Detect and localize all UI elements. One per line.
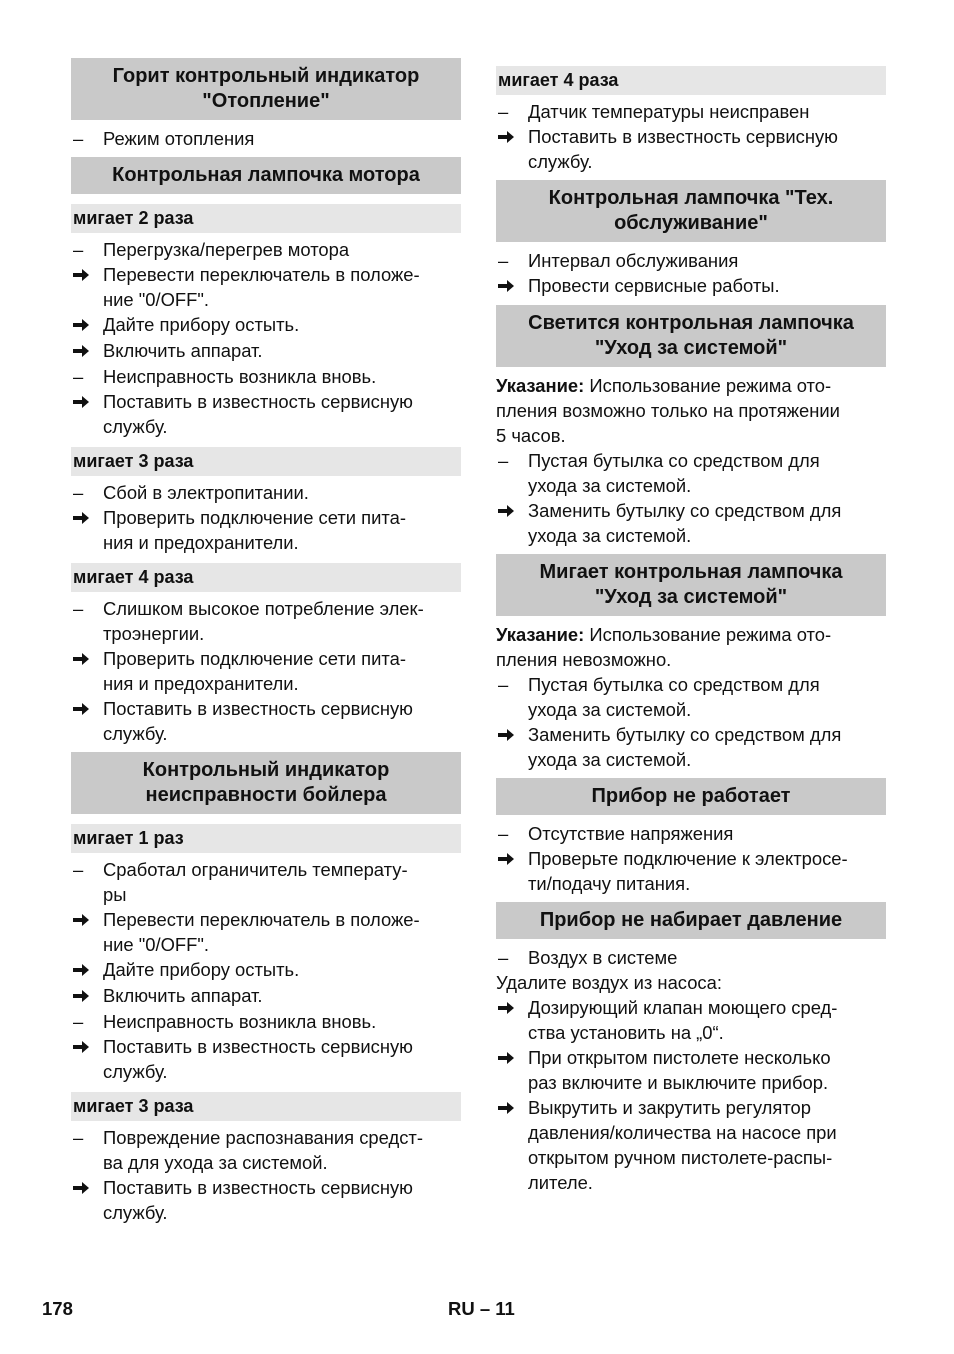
arrow-right-icon [496, 846, 528, 896]
arrow-right-icon [496, 722, 528, 772]
dash-marker: – [498, 674, 509, 695]
item-text: Дозирующий клапан моющего сред- ства установить на „0“. [528, 997, 838, 1043]
arrow-right-icon [496, 1095, 528, 1195]
dash-marker: – [73, 366, 84, 387]
left-column [71, 58, 461, 1225]
arrow-right-icon [71, 389, 103, 439]
item-text: Слишком высокое потребление элек- троэнергии. [103, 598, 424, 644]
section-heading: Горит контрольный индикатор "Отопление" [71, 58, 461, 120]
item-text: Поставить в известность сервисную службу. [103, 391, 413, 437]
action-item [496, 124, 886, 174]
action-item [71, 389, 461, 439]
item-text: Режим отопления [103, 128, 255, 149]
cause-item [71, 126, 461, 151]
item-text: Неисправность возникла вновь. [103, 1011, 377, 1032]
item-text: Сбой в электропитании. [103, 482, 309, 503]
cause-item [496, 821, 886, 846]
arrow-right-icon [71, 907, 103, 957]
item-text: Поставить в известность сервисную службу. [103, 1036, 413, 1082]
arrow-right-icon [71, 696, 103, 746]
section-heading: Светится контрольная лампочка "Уход за системой" [496, 305, 886, 367]
section-heading: Контрольная лампочка мотора [71, 157, 461, 194]
action-item [71, 907, 461, 957]
subsection-heading: мигает 4 раза [71, 563, 461, 592]
arrow-right-icon [71, 312, 103, 338]
action-item [71, 1175, 461, 1225]
action-item [71, 646, 461, 696]
arrow-right-icon [71, 1034, 103, 1084]
dash-marker: – [73, 1127, 84, 1148]
action-item [496, 1095, 886, 1195]
arrow-right-icon [496, 1045, 528, 1095]
arrow-right-icon [496, 124, 528, 174]
right-column [496, 58, 886, 1195]
item-text: Датчик температуры неисправен [528, 101, 810, 122]
item-text: Отсутствие напряжения [528, 823, 734, 844]
arrow-right-icon [71, 957, 103, 983]
arrow-right-icon [71, 1175, 103, 1225]
note-text: Использование режима ото- пления возможно только на протяжении 5 часов. [496, 375, 840, 446]
item-text: Выкрутить и закрутить регулятор давления/количества на насосе при открытом ручном пистолете-распы- лителе. [528, 1097, 837, 1193]
subsection-heading: мигает 1 раз [71, 824, 461, 853]
note-paragraph [496, 622, 886, 672]
note-label: Указание: [496, 375, 585, 396]
item-text: Включить аппарат. [103, 340, 263, 361]
action-item [496, 1045, 886, 1095]
item-text: Перегрузка/перегрев мотора [103, 239, 350, 260]
arrow-right-icon [71, 983, 103, 1009]
item-text: Проверьте подключение к электросе- ти/подачу питания. [528, 848, 848, 894]
arrow-right-icon [71, 505, 103, 555]
page-number: 178 [42, 1298, 73, 1319]
section-heading: Прибор не набирает давление [496, 902, 886, 939]
action-item [496, 846, 886, 896]
action-item [496, 498, 886, 548]
cause-item [496, 448, 886, 498]
dash-marker: – [73, 128, 84, 149]
item-text: Перевести переключатель в положе- ние "0/OFF". [103, 264, 420, 310]
arrow-right-icon [71, 262, 103, 312]
action-item [496, 995, 886, 1045]
note-paragraph [496, 373, 886, 448]
arrow-right-icon [71, 338, 103, 364]
item-text: Неисправность возникла вновь. [103, 366, 377, 387]
item-text: Сработал ограничитель температу- ры [103, 859, 408, 905]
subsection-heading: мигает 3 раза [71, 447, 461, 476]
item-text: Интервал обслуживания [528, 250, 739, 271]
cause-item [496, 99, 886, 124]
item-text: Перевести переключатель в положе- ние "0/OFF". [103, 909, 420, 955]
item-text: При открытом пистолете несколько раз включите и выключите прибор. [528, 1047, 831, 1093]
dash-marker: – [498, 250, 509, 271]
item-text: Проверить подключение сети пита- ния и предохранители. [103, 648, 406, 694]
action-item [71, 338, 461, 364]
item-text: Проверить подключение сети пита- ния и предохранители. [103, 507, 406, 553]
action-item [71, 505, 461, 555]
item-text: Воздух в системе [528, 947, 678, 968]
page-section-label: RU – 11 [448, 1298, 515, 1319]
subsection-heading: мигает 3 раза [71, 1092, 461, 1121]
cause-item [71, 364, 461, 389]
section-heading: Контрольный индикатор неисправности бойлера [71, 752, 461, 814]
dash-marker: – [498, 823, 509, 844]
dash-marker: – [498, 101, 509, 122]
dash-marker: – [73, 1011, 84, 1032]
cause-item [71, 237, 461, 262]
arrow-right-icon [71, 646, 103, 696]
item-text: Дайте прибору остыть. [103, 314, 300, 335]
note-text: Использование режима ото- пления невозможно. [496, 624, 832, 670]
action-item [496, 273, 886, 299]
dash-marker: – [73, 859, 84, 880]
section-heading: Контрольная лампочка "Тех. обслуживание" [496, 180, 886, 242]
cause-item [71, 596, 461, 646]
item-text: Пустая бутылка со средством для ухода за системой. [528, 674, 820, 720]
subsection-heading: мигает 4 раза [496, 66, 886, 95]
note-label: Указание: [496, 624, 585, 645]
cause-item [496, 672, 886, 722]
action-item [71, 957, 461, 983]
cause-item [71, 1125, 461, 1175]
cause-item [71, 480, 461, 505]
subsection-heading: мигает 2 раза [71, 204, 461, 233]
action-item [71, 312, 461, 338]
action-item [71, 696, 461, 746]
dash-marker: – [73, 482, 84, 503]
arrow-right-icon [496, 273, 528, 299]
item-text: Включить аппарат. [103, 985, 263, 1006]
cause-item [496, 248, 886, 273]
arrow-right-icon [496, 498, 528, 548]
item-text: Поставить в известность сервисную службу. [103, 1177, 413, 1223]
item-text: Пустая бутылка со средством для ухода за системой. [528, 450, 820, 496]
section-heading: Мигает контрольная лампочка "Уход за системой" [496, 554, 886, 616]
item-text: Дайте прибору остыть. [103, 959, 300, 980]
item-text: Заменить бутылку со средством для ухода за системой. [528, 724, 842, 770]
dash-marker: – [73, 239, 84, 260]
action-item [71, 1034, 461, 1084]
item-text: Провести сервисные работы. [528, 275, 780, 296]
dash-marker: – [498, 947, 509, 968]
dash-marker: – [498, 450, 509, 471]
section-heading: Прибор не работает [496, 778, 886, 815]
cause-item [71, 857, 461, 907]
action-item [71, 262, 461, 312]
arrow-right-icon [496, 995, 528, 1045]
instruction-paragraph: Удалите воздух из насоса: [496, 972, 722, 993]
item-text: Повреждение распознавания средст- ва для ухода за системой. [103, 1127, 423, 1173]
cause-item [71, 1009, 461, 1034]
item-text: Поставить в известность сервисную службу. [103, 698, 413, 744]
item-text: Заменить бутылку со средством для ухода за системой. [528, 500, 842, 546]
action-item [496, 722, 886, 772]
cause-item [496, 945, 886, 970]
action-item [71, 983, 461, 1009]
item-text: Поставить в известность сервисную службу. [528, 126, 838, 172]
dash-marker: – [73, 598, 84, 619]
